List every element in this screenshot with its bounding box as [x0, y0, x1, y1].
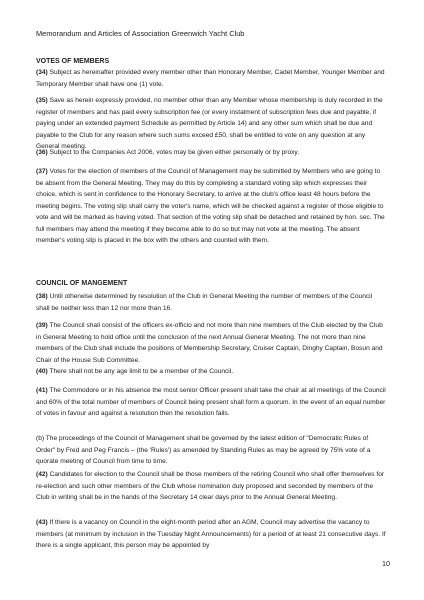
section-title-council: COUNCIL OF MANGEMENT [36, 280, 128, 287]
paragraph-35 [36, 95, 386, 153]
paragraph-42 [36, 469, 386, 504]
paragraph-41 [36, 385, 386, 420]
paragraph-text: Subject to the Companies Act 2006, votes may be given either personally or by proxy. [47, 149, 300, 156]
paragraph-41b [36, 433, 386, 468]
paragraph-number: (35) [36, 97, 48, 104]
paragraph-number: (38) [36, 293, 48, 300]
section-title-votes: VOTES OF MEMBERS [36, 58, 110, 65]
paragraph-number: (40) [36, 368, 48, 375]
paragraph-text: Candidates for election to the Council shall be those members of the retiring Council who shall offer themselves for re-election and such other members of the Club whose nomination duly proposed and seconded by members of the Club in writing shall be in the hands of the Secretary 14 clear days prior to the Annual General Meeting. [36, 471, 385, 501]
paragraph-34 [36, 67, 386, 90]
paragraph-36 [36, 147, 386, 159]
paragraph-text: Subject as hereinafter provided every member other than Honorary Member, Cadet Member, Younger Member and Temporary Member shall have one (1) vote. [36, 69, 385, 88]
paragraph-number: (41) [36, 387, 48, 394]
paragraph-38 [36, 291, 386, 314]
page-header: Memorandum and Articles of Association Greenwich Yacht Club [36, 29, 245, 38]
paragraph-text: Votes for the election of members of the Council of Management may be submitted by Members who are going to be absent from the General Meeting. They may do this by completing a standard voting slip which expresses their choice, which is sent in confidence to the Honorary Secretary, to arrive at the club's office least 48 hours before the meeting begins. The voting slip shall carry the voter's name, which will be checked against a register of those eligible to vote and will be marked as having voted. That section of the voting slip shall be detached and retained by hon. sec. The full members may attend the meeting if they become able to do so but may not vote at the meeting. The absent member's voting slip is placed in the box with the others and counted with them. [36, 168, 385, 244]
paragraph-43 [36, 517, 386, 552]
paragraph-text: The Commodore or in his absence the most senior Officer present shall take the chair at all meetings of the Council and 60% of the total number of members of Council being present shall form a quorum. In the event of an equal number of votes in favour and against a resolution then the resolution fails. [36, 387, 386, 417]
paragraph-text: If there is a vacancy on Council in the eight-month period after an AGM, Council may advertise the vacancy to members (at minimum by inclusion in the Tuesday Night Announcements) for a period of at least 21 consecutive days. If there is a single applicant, this person may be appointed by [36, 519, 386, 549]
paragraph-39 [36, 320, 386, 366]
paragraph-text: (b) The proceedings of the Council of Management shall be governed by the latest edition of "Democratic Rules of Order" by Fred and Peg Francis – (the 'Rules') as amended by Standing Rules as may be agreed by 75% vote of a quorate meeting of Council from time to time. [36, 435, 371, 465]
paragraph-number: (43) [36, 519, 48, 526]
paragraph-number: (34) [36, 69, 48, 76]
paragraph-text: Until otherwise determined by resolution of the Club in General Meeting the number of members of the Council shall be neither less than 12 nor more than 16. [36, 293, 373, 312]
paragraph-number: (39) [36, 322, 48, 329]
page-number: 10 [382, 559, 390, 568]
paragraph-text: There shall not be any age limit to be a member of the Council. [47, 368, 234, 375]
paragraph-number: (37) [36, 168, 48, 175]
paragraph-number: (36) [36, 149, 48, 156]
paragraph-number: (42) [36, 471, 48, 478]
paragraph-text: The Council shall consist of the officers ex-officio and not more than nine members of the Club elected by the Club in General Meeting to hold office until the conclusion of the next Annual General Meeting. The not more than nine members of the Club shall include the positions of Membership Secretary, Cruiser Captain, Dinghy Captain, Bosun and Chair of the House Sub Committee. [36, 322, 383, 364]
paragraph-37 [36, 166, 386, 247]
paragraph-40 [36, 366, 386, 378]
paragraph-text: Save as herein expressly provided, no member other than any Member whose membership is duly recorded in the register of members and has paid every subscription fee (or every instalment of subscription fees due and payable, if paying under an extended payment Schedule as permitted by Article 14) and any other sum which shall be due and payable to the Club for any reason where such sums exceed £50, shall be entitled to vote on any question at any General meeting. [36, 97, 383, 150]
